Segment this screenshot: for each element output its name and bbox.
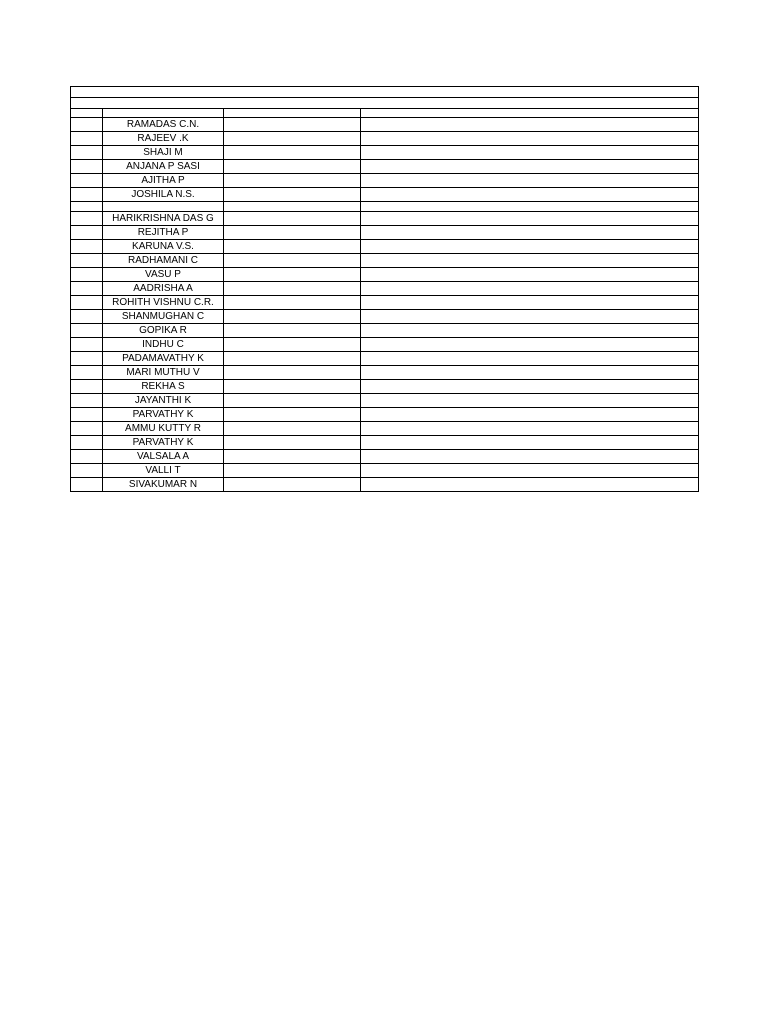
row-number-cell xyxy=(71,132,103,146)
row-number-cell xyxy=(71,202,103,212)
column3-cell xyxy=(224,296,361,310)
name-cell: PARVATHY K xyxy=(103,436,224,450)
column4-cell xyxy=(361,268,699,282)
column4-cell xyxy=(361,254,699,268)
column3-cell xyxy=(224,436,361,450)
row-number-cell xyxy=(71,408,103,422)
table-row xyxy=(71,254,699,268)
column3-cell xyxy=(224,408,361,422)
column3-cell xyxy=(224,174,361,188)
name-cell: KARUNA V.S. xyxy=(103,240,224,254)
name-cell: MARI MUTHU V xyxy=(103,366,224,380)
column4-cell xyxy=(361,366,699,380)
table-row xyxy=(71,188,699,202)
name-cell: AMMU KUTTY R xyxy=(103,422,224,436)
row-number-cell xyxy=(71,380,103,394)
column4-cell xyxy=(361,464,699,478)
table-row xyxy=(71,212,699,226)
column4-cell xyxy=(361,118,699,132)
column4-cell xyxy=(361,132,699,146)
name-cell: VASU P xyxy=(103,268,224,282)
row-number-cell xyxy=(71,366,103,380)
name-cell: HARIKRISHNA DAS G xyxy=(103,212,224,226)
table-row xyxy=(71,146,699,160)
row-number-cell xyxy=(71,226,103,240)
row-number-cell xyxy=(71,478,103,492)
name-list-table xyxy=(70,86,699,492)
table-row xyxy=(71,436,699,450)
column3-cell xyxy=(224,282,361,296)
column4-cell xyxy=(361,202,699,212)
name-cell: AJITHA P xyxy=(103,174,224,188)
table-row xyxy=(71,394,699,408)
name-cell: RAMADAS C.N. xyxy=(103,118,224,132)
table-row xyxy=(71,132,699,146)
header-cell-col3 xyxy=(224,109,361,118)
column4-cell xyxy=(361,282,699,296)
row-number-cell xyxy=(71,310,103,324)
name-cell: RADHAMANI C xyxy=(103,254,224,268)
name-cell: ROHITH VISHNU C.R. xyxy=(103,296,224,310)
table-row xyxy=(71,202,699,212)
table-row xyxy=(71,160,699,174)
table-row xyxy=(71,338,699,352)
column3-cell xyxy=(224,202,361,212)
row-number-cell xyxy=(71,436,103,450)
column3-cell xyxy=(224,338,361,352)
column3-cell xyxy=(224,132,361,146)
column4-cell xyxy=(361,188,699,202)
name-cell: AADRISHA A xyxy=(103,282,224,296)
header-row xyxy=(71,109,699,118)
column3-cell xyxy=(224,240,361,254)
table-row xyxy=(71,268,699,282)
name-cell: PADAMAVATHY K xyxy=(103,352,224,366)
row-number-cell xyxy=(71,352,103,366)
table-row xyxy=(71,296,699,310)
column3-cell xyxy=(224,450,361,464)
header-cell-col4 xyxy=(361,109,699,118)
row-number-cell xyxy=(71,118,103,132)
column4-cell xyxy=(361,160,699,174)
row-number-cell xyxy=(71,268,103,282)
name-cell: GOPIKA R xyxy=(103,324,224,338)
header-cell-number xyxy=(71,109,103,118)
column4-cell xyxy=(361,352,699,366)
row-number-cell xyxy=(71,324,103,338)
table-row xyxy=(71,310,699,324)
column4-cell xyxy=(361,422,699,436)
table-row xyxy=(71,118,699,132)
column3-cell xyxy=(224,268,361,282)
table-row xyxy=(71,240,699,254)
row-number-cell xyxy=(71,160,103,174)
row-number-cell xyxy=(71,338,103,352)
column4-cell xyxy=(361,478,699,492)
row-number-cell xyxy=(71,282,103,296)
row-number-cell xyxy=(71,188,103,202)
column4-cell xyxy=(361,436,699,450)
name-cell: REKHA S xyxy=(103,380,224,394)
column3-cell xyxy=(224,118,361,132)
column3-cell xyxy=(224,160,361,174)
column4-cell xyxy=(361,212,699,226)
name-cell: JOSHILA N.S. xyxy=(103,188,224,202)
row-number-cell xyxy=(71,240,103,254)
column4-cell xyxy=(361,146,699,160)
row-number-cell xyxy=(71,464,103,478)
column3-cell xyxy=(224,380,361,394)
column3-cell xyxy=(224,212,361,226)
table-row xyxy=(71,174,699,188)
row-number-cell xyxy=(71,422,103,436)
column4-cell xyxy=(361,226,699,240)
name-cell xyxy=(103,202,224,212)
column4-cell xyxy=(361,240,699,254)
table-subtitle xyxy=(71,98,699,109)
table-body xyxy=(71,87,699,492)
row-number-cell xyxy=(71,212,103,226)
subtitle-row xyxy=(71,98,699,109)
table-row xyxy=(71,464,699,478)
column3-cell xyxy=(224,254,361,268)
name-cell: REJITHA P xyxy=(103,226,224,240)
column3-cell xyxy=(224,464,361,478)
row-number-cell xyxy=(71,394,103,408)
name-cell: VALLI T xyxy=(103,464,224,478)
name-cell: ANJANA P SASI xyxy=(103,160,224,174)
table-row xyxy=(71,352,699,366)
name-cell: RAJEEV .K xyxy=(103,132,224,146)
column3-cell xyxy=(224,324,361,338)
table-row xyxy=(71,478,699,492)
column4-cell xyxy=(361,450,699,464)
name-cell: SHANMUGHAN C xyxy=(103,310,224,324)
table-title xyxy=(71,87,699,98)
column4-cell xyxy=(361,380,699,394)
table-row xyxy=(71,408,699,422)
header-cell-name xyxy=(103,109,224,118)
column3-cell xyxy=(224,366,361,380)
table-row xyxy=(71,422,699,436)
column4-cell xyxy=(361,394,699,408)
name-cell: PARVATHY K xyxy=(103,408,224,422)
table-row xyxy=(71,324,699,338)
column3-cell xyxy=(224,422,361,436)
row-number-cell xyxy=(71,174,103,188)
column4-cell xyxy=(361,324,699,338)
table-row xyxy=(71,226,699,240)
name-cell: INDHU C xyxy=(103,338,224,352)
name-cell: SHAJI M xyxy=(103,146,224,160)
column3-cell xyxy=(224,188,361,202)
column3-cell xyxy=(224,226,361,240)
column4-cell xyxy=(361,338,699,352)
column3-cell xyxy=(224,394,361,408)
row-number-cell xyxy=(71,450,103,464)
column3-cell xyxy=(224,146,361,160)
column3-cell xyxy=(224,478,361,492)
name-cell: SIVAKUMAR N xyxy=(103,478,224,492)
row-number-cell xyxy=(71,146,103,160)
column4-cell xyxy=(361,296,699,310)
table-row xyxy=(71,282,699,296)
name-cell: VALSALA A xyxy=(103,450,224,464)
column4-cell xyxy=(361,310,699,324)
column3-cell xyxy=(224,310,361,324)
name-cell: JAYANTHI K xyxy=(103,394,224,408)
row-number-cell xyxy=(71,254,103,268)
table-row xyxy=(71,380,699,394)
column3-cell xyxy=(224,352,361,366)
column4-cell xyxy=(361,408,699,422)
table-row xyxy=(71,366,699,380)
table-row xyxy=(71,450,699,464)
title-row xyxy=(71,87,699,98)
column4-cell xyxy=(361,174,699,188)
row-number-cell xyxy=(71,296,103,310)
